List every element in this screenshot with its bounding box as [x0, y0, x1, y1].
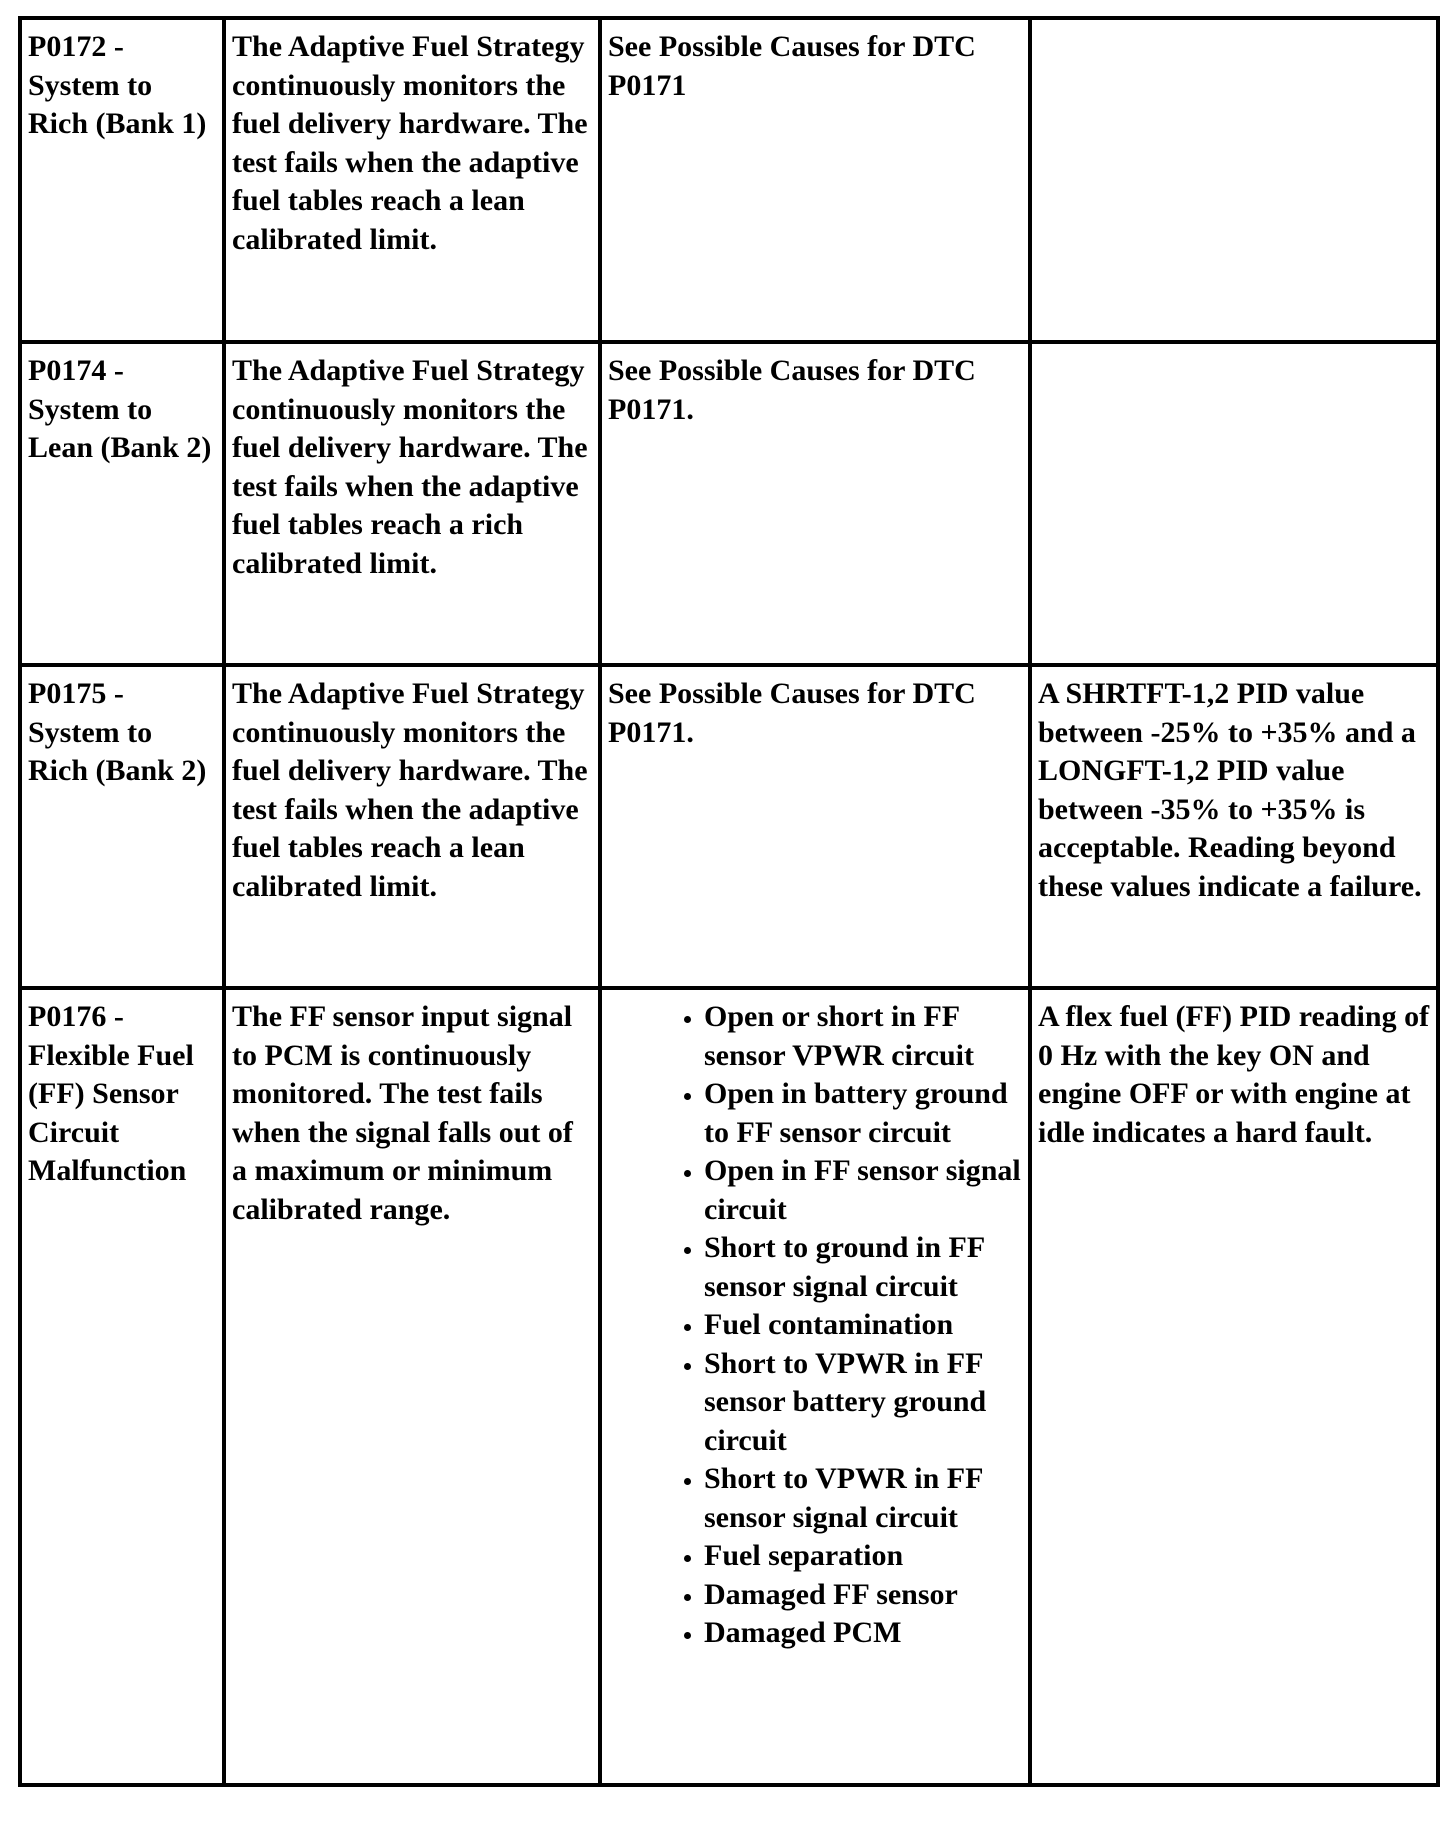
- possible-causes-list: [608, 998, 1022, 1653]
- list-item: • Open in FF sensor signal circuit: [704, 1152, 1022, 1229]
- possible-causes-cell: See Possible Causes for DTC P0171.: [600, 342, 1030, 665]
- list-item: • Damaged PCM: [704, 1614, 1022, 1653]
- dtc-code-cell: P0172 - System to Rich (Bank 1): [20, 18, 224, 342]
- dtc-code-cell: P0176 - Flexible Fuel (FF) Sensor Circuit Malfunction: [20, 988, 224, 1785]
- list-item: • Open or short in FF sensor VPWR circuit: [704, 998, 1022, 1075]
- condition-cell: The FF sensor input signal to PCM is continuously monitored. The test fails when the signal falls out of a maximum or minimum calibrated range.: [224, 988, 600, 1785]
- table-row: [20, 18, 1438, 342]
- dtc-code-cell: P0175 - System to Rich (Bank 2): [20, 665, 224, 988]
- diagnostic-aid-cell: A SHRTFT-1,2 PID value between -25% to +35% and a LONGFT-1,2 PID value between -35% to +35% is acceptable. Reading beyond these values indicate a failure.: [1030, 665, 1438, 988]
- diagnostic-aid-cell: [1030, 342, 1438, 665]
- list-item: • Short to ground in FF sensor signal circuit: [704, 1229, 1022, 1306]
- table-row: [20, 665, 1438, 988]
- condition-cell: The Adaptive Fuel Strategy continuously monitors the fuel delivery hardware. The test fails when the adaptive fuel tables reach a lean calibrated limit.: [224, 18, 600, 342]
- list-item: • Short to VPWR in FF sensor battery ground circuit: [704, 1345, 1022, 1461]
- dtc-code-cell: P0174 - System to Lean (Bank 2): [20, 342, 224, 665]
- list-item: • Fuel separation: [704, 1537, 1022, 1576]
- condition-cell: The Adaptive Fuel Strategy continuously monitors the fuel delivery hardware. The test fails when the adaptive fuel tables reach a lean calibrated limit.: [224, 665, 600, 988]
- possible-causes-cell: [600, 988, 1030, 1785]
- table-row: [20, 988, 1438, 1785]
- list-item: • Short to VPWR in FF sensor signal circuit: [704, 1460, 1022, 1537]
- condition-cell: The Adaptive Fuel Strategy continuously monitors the fuel delivery hardware. The test fails when the adaptive fuel tables reach a rich calibrated limit.: [224, 342, 600, 665]
- list-item: • Open in battery ground to FF sensor circuit: [704, 1075, 1022, 1152]
- list-item: • Damaged FF sensor: [704, 1576, 1022, 1615]
- dtc-table: [18, 16, 1440, 1787]
- possible-causes-cell: See Possible Causes for DTC P0171: [600, 18, 1030, 342]
- diagnostic-aid-cell: A flex fuel (FF) PID reading of 0 Hz with the key ON and engine OFF or with engine at idle indicates a hard fault.: [1030, 988, 1438, 1785]
- diagnostic-aid-cell: [1030, 18, 1438, 342]
- table-row: [20, 342, 1438, 665]
- possible-causes-cell: See Possible Causes for DTC P0171.: [600, 665, 1030, 988]
- list-item: • Fuel contamination: [704, 1306, 1022, 1345]
